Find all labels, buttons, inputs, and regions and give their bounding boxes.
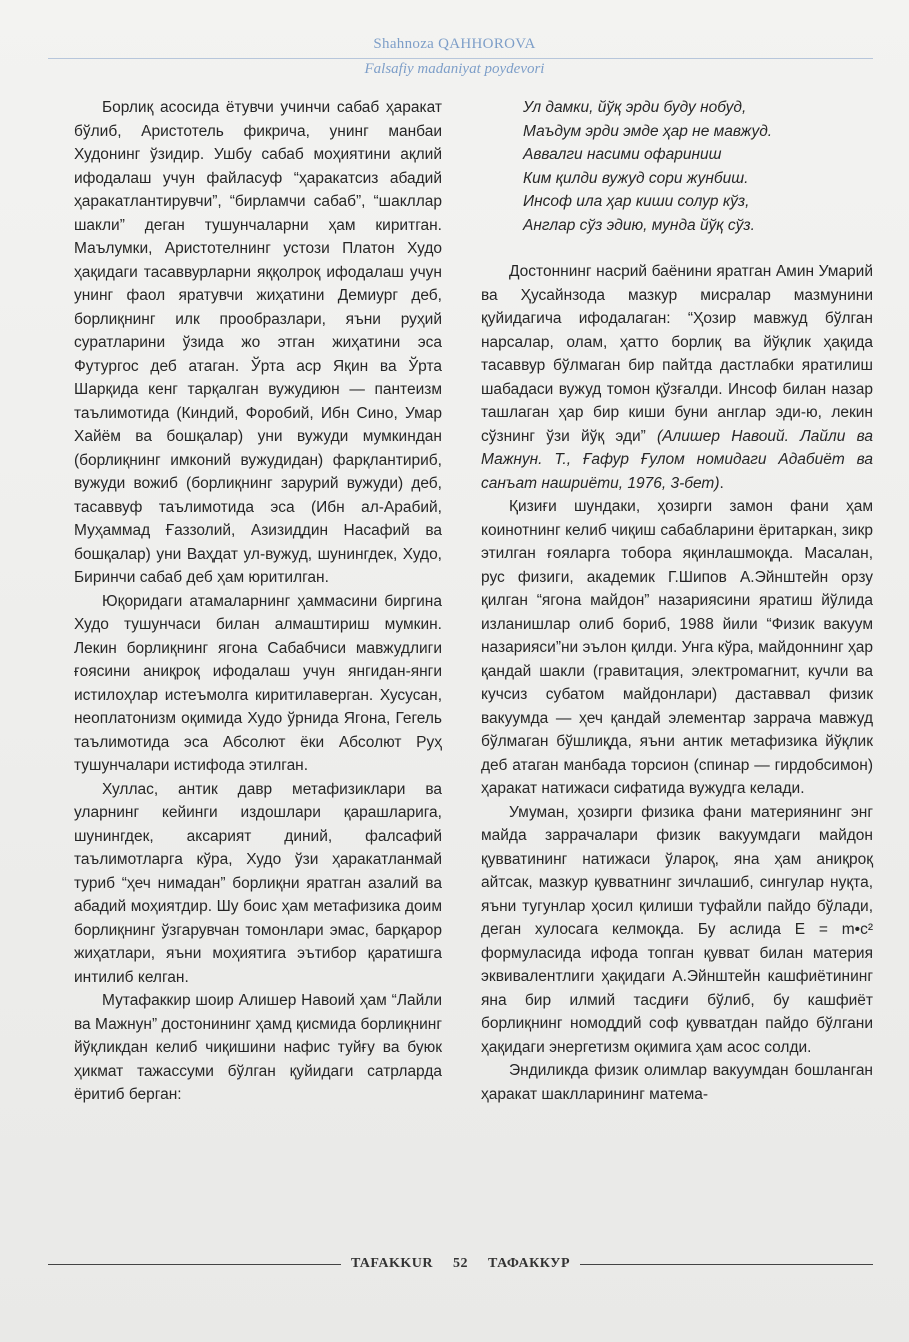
footer-journal-cyrillic: ТАФАККУР: [488, 1256, 571, 1271]
left-text-column: [74, 96, 442, 1107]
poem-line: Ким қилди вужуд сори жунбиш.: [523, 169, 749, 187]
paragraph: Эндиликда физик олимлар вакуумдан бошланган ҳаракат шаклларининг матема-: [481, 1062, 873, 1103]
running-head-author: Shahnoza QAHHOROVA: [373, 36, 536, 52]
paragraph: Мутафаккир шоир Алишер Навоий ҳам “Лайли ва Мажнун” достонининг ҳамд қисмида борлиқнинг йўқликдан келиб чиқишини нафис туйғу ва буюк ҳикмат тажассуми бўлган қуйидаги сатрларда ёритиб берган:: [74, 992, 442, 1103]
poem-quote: [523, 96, 873, 237]
poem-line: Ул дамки, йўқ эрди буду нобуд,: [523, 99, 747, 116]
footer-journal-latin: TAFAKKUR: [350, 1256, 434, 1271]
paragraph: Умуман, ҳозирги физика фани материянинг энг майда заррачалари физик вакуумдаги майдон қувватининг натижаси ўлароқ, яна ҳам аниқроқ айтсак, мазкур қувватнинг зичлашиб, сингулар нуқта, яъни тугунлар ҳосил қилиши туфайли пайдо бўлади, деган хулосага келмоқда. Бу аслида E = m•c² формуласида ифода топган қувват билан материя эквивалентлиги ҳақидаги А.Эйнштейн кашфиётининг яна бир илмий тасдиғи бўлиб, бу кашфиёт борлиқнинг номоддий соф қувватдан пайдо бўлгани ҳақидаги энергетизм оқимига ҳам асос солди.: [481, 803, 873, 1056]
poem-line: Аввалги насими офариниш: [523, 146, 722, 163]
footer-rule-right: [580, 1264, 873, 1265]
paragraph: Юқоридаги атамаларнинг ҳаммасини биргина Худо тушунчаси билан алмаштириш мумкин. Лекин борлиқнинг ягона Сабабчиси мавжудлиги ғоясини аниқроқ ифодалаш учун янгидан-янги истилоҳлар истеъмолга киритилаверган. Хусусан, неоплатонизм оқимида Худо ўрнида Ягона, Гегель таълимотида эса Абсолют ёки Абсолют Руҳ тушунчалари истифода этилган.: [74, 592, 442, 774]
paragraph: Борлиқ асосида ётувчи учинчи сабаб ҳаракат бўлиб, Аристотель фикрича, унинг манбаи Худонинг ўзидир. Ушбу сабаб моҳиятини ақлий ифодалаш учун файласуф “ҳаракатсиз абадий ҳаракатлантирувчи”, “бирламчи сабаб”, “шакллар шакли” деган тушунчаларни ҳам киритган. Маълумки, Аристотелнинг устози Платон Худо ҳақидаги тасаввурларни яққолроқ ифодалаш учун унинг фаол яратувчи жиҳатини Демиург деб, борлиқнинг илк прообразлари, яъни руҳий суратларини ўзида жо этган жиҳатини эса Футургос деб атаган. Ўрта аср Яқин ва Ўрта Шарқида кенг тарқалган вужудиюн — пантеизм таълимотида (Киндий, Форобий, Ибн Сино, Умар Хайём ва бошқалар) уни вужуди мумкиндан (борлиқнинг имконий вужудидан) фарқлантириб, вужуди вожиб (борлиқнинг зарурий вужуди) деб, тасаввуф таълимотида эса (Ибн ал-Арабий, Муҳаммад Ғаззолий, Азизиддин Насафий ва бошқалар) уни Ваҳдат ул-вужуд, шунингдек, Худо, Биринчи сабаб деб ҳам юритилган.: [74, 99, 442, 586]
page-number: 52: [453, 1256, 469, 1271]
running-head-article-title: Falsafiy madaniyat poydevori: [364, 61, 545, 77]
paragraph: Хуллас, антик давр метафизиклари ва уларнинг кейинги издошлари қарашларига, шунингдек, аксарият диний, фалсафий таълимотларга кўра, Худо ўзи ҳаракатланмай туриб “ҳеч нимадан” борлиқни яратган азалий ва абадий моҳиятдир. Шу боис ҳам метафизика доим борлиқнинг ўзгарувчан томонлари эмас, барқарор жиҳатлари, яъни моҳиятига эътибор қаратишга интилиб келган.: [74, 780, 442, 986]
page-footer: [48, 1254, 873, 1274]
paragraph: Қизиғи шундаки, ҳозирги замон фани ҳам коинотнинг келиб чиқиш сабабларини ёритаркан, зикр этилган ғояларга тобора яқинлашмоқда. Масалан, рус физиги, академик Г.Шипов А.Эйнштейн орзу қилган “ягона майдон” назариясини яратиш йўлида изланишлар олиб бориб, 1988 йили “Физик вакуум назарияси”ни эълон қилди. Унга кўра, майдоннинг ҳар қандай шакли (гравитация, электромагнит, кучли ва кучсиз субатом майдонлари) даставвал физик вакуумда — ҳеч қандай элементар заррача мавжуд бўлмаган бўшлиқда, яъни антик метафизика йўқлик деб атаган манбада торсион (спинар — гирдобсимон) ҳаракат натижаси сифатида вужудга келади.: [481, 498, 873, 797]
right-text-column: [481, 96, 873, 1106]
paragraph-end: .: [719, 474, 724, 492]
paragraph-text: Достоннинг насрий баёнини яратган Амин Умарий ва Ҳусайнзода мазкур мисралар мазмунини қуйидагича ифодалаган: “Ҳозир мавжуд бўлган нарсалар, олам, ҳатто борлиқ ва йўқлик ҳақида тасаввур бўлмаган бир пайтда дастлабки яратилиш шабадаси вужуд томон қўзғалди. Инсоф билан назар ташлаган ҳар бир киши буни англар эди-ю, лекин сўзнинг ўзи йўқ эди”: [481, 263, 873, 445]
poem-line: Маъдум эрди эмде ҳар не мавжуд.: [523, 122, 773, 140]
footer-rule-left: [48, 1264, 341, 1265]
poem-line: Англар сўз эдию, мунда йўқ сўз.: [523, 216, 755, 234]
header-divider: [48, 58, 873, 59]
paragraph-with-citation: [481, 260, 873, 495]
poem-line: Инсоф ила ҳар киши солур кўз,: [523, 193, 750, 210]
citation: (Алишер Навоий. Лайли ва Мажнун. Т., Ғафур Ғулом номидаги Адабиёт ва санъат нашриёти, 1976, 3-бет): [481, 427, 873, 492]
